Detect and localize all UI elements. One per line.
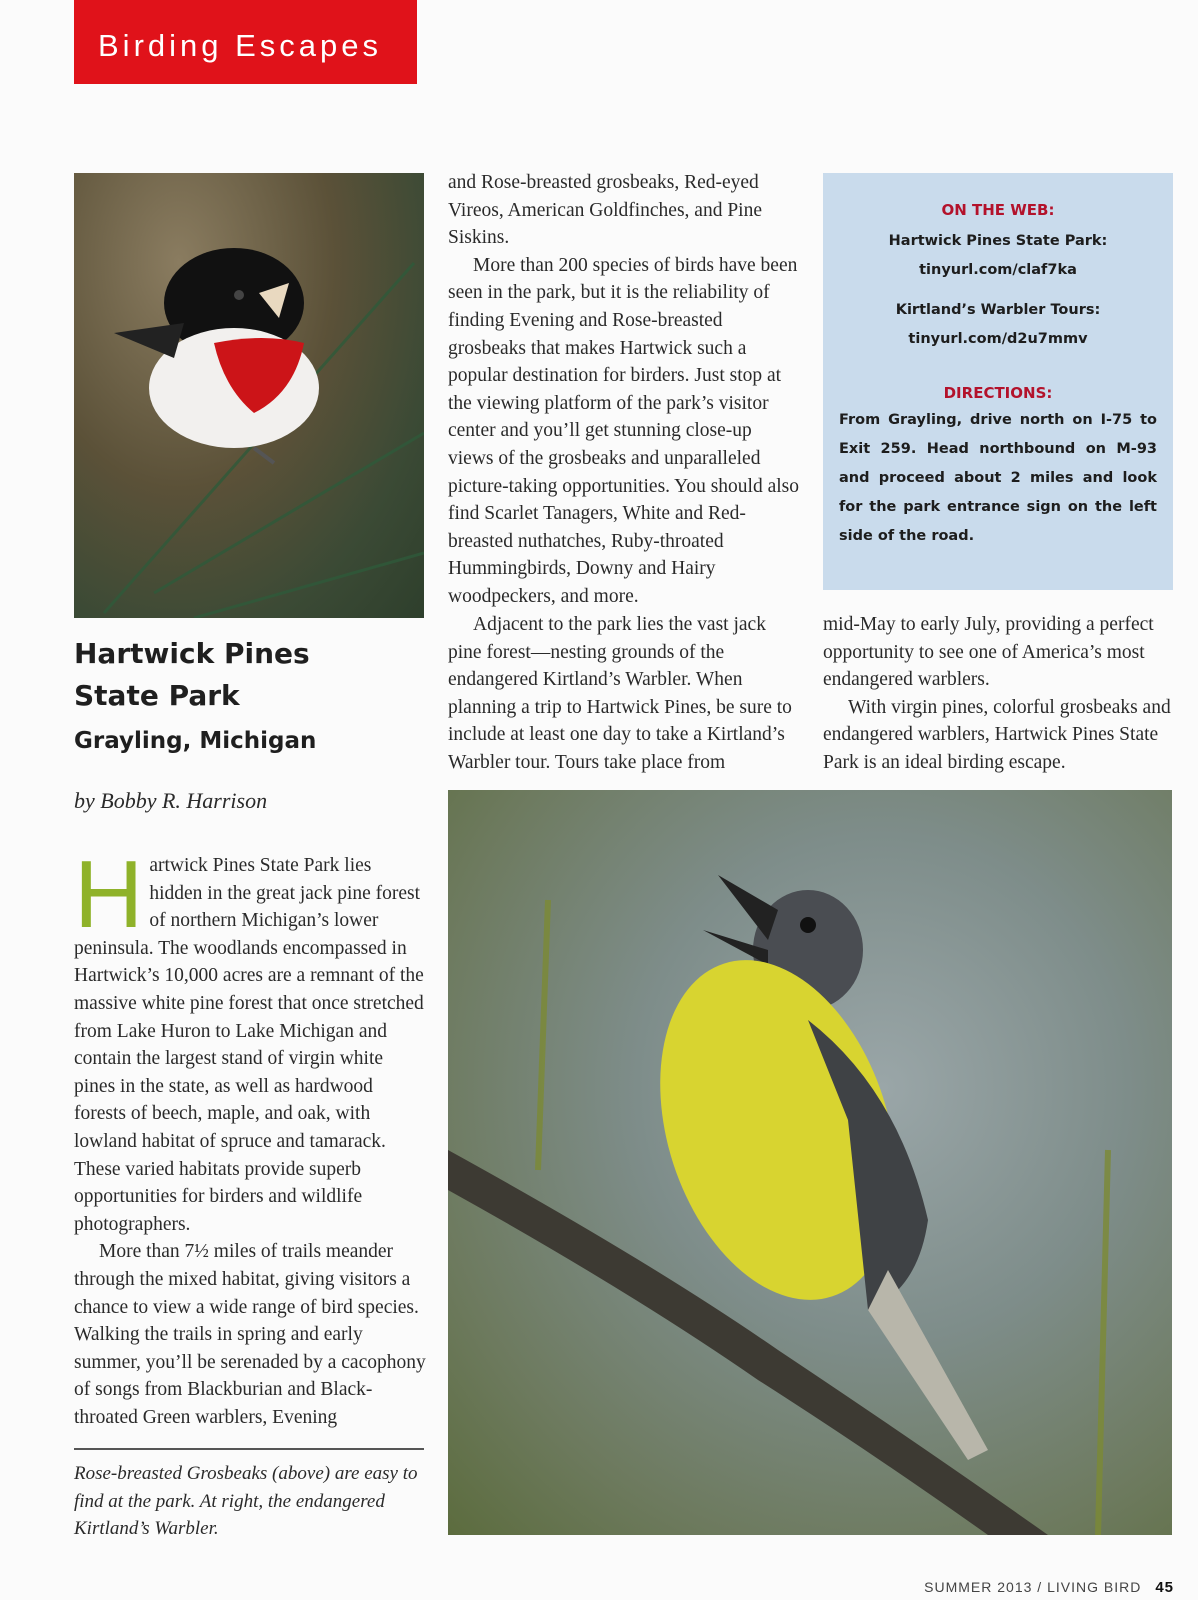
- paragraph: More than 7½ miles of trails meander through the mixed habitat, giving visitors a chance to view a wide range of bird species. Walking the trails in spring and early summer, you’ll be serenaded by a cacophony of songs from Blackburian and Black-throated Green warblers, Evening: [74, 1241, 426, 1428]
- photo-caption: Rose-breasted Grosbeaks (above) are easy to find at the park. At right, the endangered Kirtland’s Warbler.: [74, 1463, 418, 1539]
- link-label: Hartwick Pines State Park:: [888, 233, 1108, 249]
- section-label: Birding Escapes: [98, 28, 383, 63]
- section-header: [74, 0, 417, 84]
- paragraph: and Rose-breasted grosbeaks, Red-eyed Vireos, American Goldfinches, and Pine Siskins.: [448, 172, 762, 249]
- link-label: Kirtland’s Warbler Tours:: [895, 302, 1101, 318]
- caption-divider: [74, 1448, 424, 1450]
- column-1: [74, 841, 426, 1431]
- paragraph: artwick Pines State Park lies hidden in the great jack pine forest of northern Michigan’s lower peninsula. The woodlands encompassed in Hartwick’s 10,000 acres are a remnant of the massive white pine forest that once stretched from Lake Huron to Lake Michigan and contain the largest stand of virgin white pines in the state, as well as hardwood forests of beech, maple, and oak, with lowland habitat of spruce and tamarack. These varied habitats provide superb opportunities for birders and wildlife photographers.: [74, 855, 424, 1235]
- title-line: State Park: [74, 679, 240, 712]
- column-2-bottom: [448, 611, 800, 777]
- title-line: Hartwick Pines: [74, 637, 310, 670]
- article-location: Grayling, Michigan: [74, 728, 317, 754]
- paragraph: Adjacent to the park lies the vast jack pine forest—nesting grounds of the endangered Kirtland’s Warbler. When planning a trip to Hartwick Pines, be sure to include at least one day to take a Kirtland’s Warbler tour. Tours take place from: [448, 614, 792, 773]
- grosbeak-photo: [74, 173, 424, 618]
- article-title: [74, 633, 310, 717]
- warbler-photo: [448, 790, 1172, 1535]
- byline: by Bobby R. Harrison: [74, 788, 268, 813]
- web-heading: ON THE WEB:: [941, 201, 1055, 219]
- directions-heading: DIRECTIONS:: [943, 384, 1053, 402]
- page-footer: [924, 1579, 1174, 1596]
- paragraph: mid-May to early July, providing a perfect opportunity to see one of America’s most endangered warblers.: [823, 614, 1154, 691]
- info-sidebar: [823, 173, 1173, 590]
- paragraph: More than 200 species of birds have been seen in the park, but it is the reliability of finding Evening and Rose-breasted grosbeaks that makes Hartwick such a popular destination for birders. Just stop at the viewing platform of the park’s visitor center and you’ll get stunning close-up views of the grosbeaks and unparalleled picture-taking opportunities. You should also find Scarlet Tanagers, White and Red-breasted nuthatches, Ruby-throated Hummingbirds, Downy and Hairy woodpeckers, and more.: [448, 254, 799, 607]
- park-link[interactable]: tinyurl.com/claf7ka: [919, 262, 1077, 278]
- grosbeak-illustration: [74, 173, 424, 618]
- paragraph: With virgin pines, colorful grosbeaks and endangered warblers, Hartwick Pines State Park is an ideal birding escape.: [823, 696, 1171, 773]
- tours-link[interactable]: tinyurl.com/d2u7mmv: [908, 331, 1088, 347]
- directions-text: From Grayling, drive north on I-75 to Exit 259. Head northbound on M-93 and proceed about 2 miles and look for the park entrance sign on the left side of the road.: [839, 412, 1157, 544]
- issue-label: SUMMER 2013 / LIVING BIRD: [924, 1579, 1142, 1595]
- column-3: [823, 611, 1175, 777]
- drop-cap: H: [74, 841, 144, 948]
- warbler-illustration: [448, 790, 1172, 1535]
- page-number: 45: [1155, 1579, 1174, 1596]
- column-2-top: [448, 169, 800, 611]
